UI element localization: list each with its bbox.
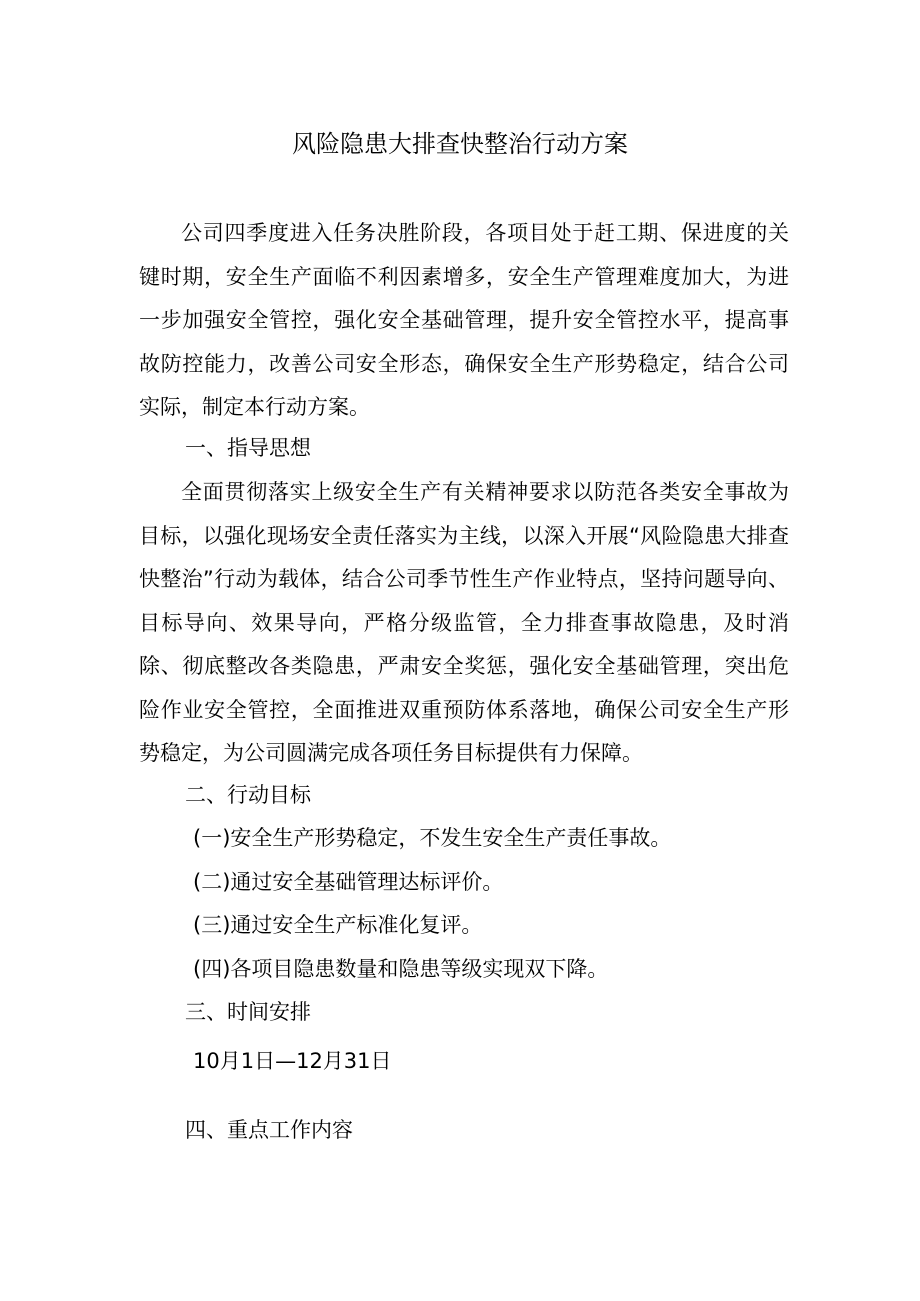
section-heading-key-work: 四、重点工作内容 <box>185 1118 353 1142</box>
goal-item: (一)安全生产形势稳定，不发生安全生产责任事故。 <box>193 826 672 850</box>
section-heading-guiding-ideology: 一、指导思想 <box>185 436 311 460</box>
section-heading-action-goals: 二、行动目标 <box>185 783 311 807</box>
goal-item: (二)通过安全基础管理达标评价。 <box>193 870 504 894</box>
section1-paragraph-block <box>139 471 789 776</box>
goal-item: (三)通过安全生产标准化复评。 <box>193 913 483 937</box>
section1-paragraph: 全面贯彻落实上级安全生产有关精神要求以防范各类安全事故为目标，以强化现场安全责任落实为主线，以深入开展“风险隐患大排查快整治”行动为载体，结合公司季节性生产作业特点，坚持问题导向、目标导向、效果导向，严格分级监管，全力排查事故隐患，及时消除、彻底整改各类隐患，严肃安全奖惩，强化安全基础管理，突出危险作业安全管控，全面推进双重预防体系落地，确保公司安全生产形势稳定，为公司圆满完成各项任务目标提供有力保障。 <box>139 480 789 765</box>
schedule-date-range: 10月1日—12月31日 <box>193 1049 392 1073</box>
document-title: 风险隐患大排查快整治行动方案 <box>292 130 628 158</box>
intro-paragraph: 公司四季度进入任务决胜阶段，各项目处于赶工期、保进度的关键时期，安全生产面临不利因素增多，安全生产管理难度加大，为进一步加强安全管控，强化安全基础管理，提升安全管控水平，提高事故防控能力，改善公司安全形态，确保安全生产形势稳定，结合公司实际，制定本行动方案。 <box>139 221 789 419</box>
intro-paragraph-block <box>139 212 789 430</box>
goal-item: (四)各项目隐患数量和隐患等级实现双下降。 <box>193 957 609 981</box>
section-heading-schedule: 三、时间安排 <box>185 1000 311 1024</box>
